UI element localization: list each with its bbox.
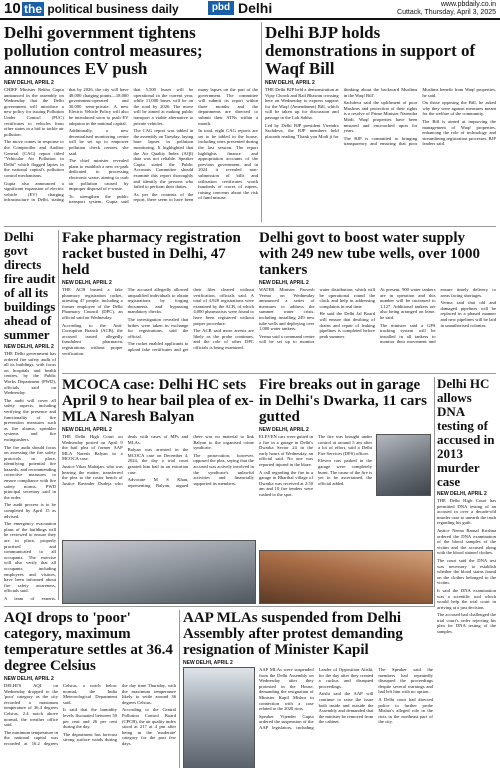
column-divider — [261, 22, 262, 222]
paragraph: The ACB said more arrests are likely as the probe continues, and the role of other DPC officials is being examined. — [193, 328, 254, 350]
story-dateline: NEW DELHI, APRIL 2 — [265, 80, 315, 86]
story-aap-mlas — [183, 610, 433, 768]
paragraph: The prosecution, however, opposed the plea, saying that the accused was actively involved in the syndicate's unlawful activities and financially supported its members. — [193, 452, 254, 486]
paragraph: THE Delhi government has ordered fire safety audit of all its buildings, with focus on hospitals and health centres, by the Public Works Department (PWD), officials said on Wednesday. — [4, 351, 56, 396]
story-dateline: NEW DELHI, APRIL 2 — [4, 344, 54, 350]
story-headline[interactable]: Delhi govt to boost water supply with 249 new tube wells, over 1000 tankers — [259, 230, 480, 278]
story-dateline: NEW DELHI, APRIL 2 — [62, 427, 112, 433]
masthead-info — [397, 1, 496, 17]
row-divider — [62, 373, 496, 374]
paragraph: WATER Minister Parvesh Verma on Wednesday announced a series of measures to address the summer water crisis, including installing 249 new tube wells and deploying over 1,000 water tankers. — [259, 287, 315, 332]
story-dateline: NEW DELHI, APRIL 2 — [62, 280, 112, 286]
brand-name — [22, 2, 179, 16]
story-headline[interactable]: Delhi government tightens pollution control measures; announces EV push — [4, 24, 203, 78]
story-body — [265, 87, 496, 147]
paragraph: The move comes in response to the Comptroller and Auditor General (CAG) report titled "Vehicular Air Pollution in Delhi" which flagged lapses in the national capital's pollution control mechanisms. — [4, 139, 64, 178]
site-url: www.pbdaily.co.in — [440, 1, 496, 8]
paragraph: Sachdeva said the upliftment of poor Muslims and protection of their rights is a resolve of Prime Minister Narendra Modi. Waqf properties have been misused and encroached upon for years. — [343, 100, 418, 134]
paragraph: As per the contents of the report, there seem to have been many lapses on the part of the government. The committee will submit its report within three months and the departments are directed to submit their ATNs within a month. — [133, 87, 258, 203]
paragraph: In total, eight CAG reports are set to be tabled in the house, including ones presented during the last session. The report highlights finance and appropriation accounts of the previous government, and in 2024 it revealed non-submission of bills and utilisation certificates worth hundreds of crores of rupees, raising concerns about the risk of fund misuse. — [198, 128, 258, 201]
paragraph: It said that the humidity levels fluctuated between 50 per cent and 26 per cent during the day. — [63, 707, 117, 730]
paragraph: The audit process is to be completed by April 15 as advised. — [4, 502, 56, 519]
story-dateline: NEW DELHI, APRIL 2 — [259, 427, 309, 433]
paragraph: ELEVEN cars were gutted in a fire in a garage in Delhi's Dwarka Sector 24 in the early hours of Wednesday, an official said. No one was reported injured in the blaze. — [259, 434, 313, 467]
paragraph: At present, 900 water tankers are in operation and this number will be increased to 1,127. Additional tankers are also being arranged on lease, he said. — [380, 287, 436, 320]
story-body — [259, 667, 433, 768]
page-number: 10 — [4, 0, 21, 17]
story-headline[interactable]: Fire breaks out in garage in Delhi's Dwarka, 11 cars gutted — [259, 377, 427, 425]
paragraph: A call regarding the fire in a garage in Bharthal village of Dwarka was received at 2:50 am and 10 fire tenders were rushed to the spot. — [259, 469, 313, 497]
paragraph: According to the Central Pollution Control Board (CPCB), the air quality index stood at 217 at 4 pm after being in the 'moderate' category for the past few days. — [122, 707, 176, 746]
story-body — [437, 498, 496, 635]
story-headline[interactable]: AQI drops to 'poor' category, maximum temperature settles at 36.4 degree Celsius — [4, 610, 173, 674]
paragraph: On those opposing the Bill, he asked why they were against measures meant for the welfare of the community. — [422, 100, 496, 117]
story-body — [4, 351, 56, 600]
paragraph: According to the Anti-Corruption Branch (ACB), the accused issued allegedly fraudulent pharmacist registrations without proper verification. — [62, 322, 123, 356]
paragraph: The fire audit should focus on assessing the fire safety protocols in place, identifying potential fire hazards, and recommending corrective measures to ensure compliance with fire safety norms, PWD principal secretary said in the order. — [4, 444, 56, 500]
story-headline[interactable]: Fake pharmacy registration racket busted in Delhi, 47 held — [62, 230, 241, 278]
paragraph: A Delhi court had directed police to further probe Mishra's alleged role in the riots in the northeast part of the city. — [378, 696, 433, 725]
paragraph: The emergency evacuation plans of the buildings will be reviewed to ensure they are in place, properly practised and communicated to all occupants. The exercise will also verify that all occupants, including employees and visitors, have been informed about fire safety awareness, officials said. — [4, 521, 56, 594]
paragraph: The minister said a GPS tracking system will be installed in all tankers to monitor their movement and ensure timely delivery to areas facing shortages. — [380, 287, 496, 345]
paragraph: A team of experts, — [4, 595, 56, 600]
paragraph: CHIEF Minister Rekha Gupta announced in the assembly on Wednesday that the Delhi government will introduce a new policy for issuing Pollution Under Control (PUC) certificates to vehicles from other states in a bid to tackle air pollution. — [4, 87, 64, 137]
paragraph: AAP MLAs were suspended from the Delhi Assembly on Wednesday after they protested in the House, demanding the resignation of Minister Kapil Mishra in connection with a case related to the 2020 riots. — [259, 667, 314, 712]
paragraph: Justice Neena Bansal Krishna ordered the DNA examination of the blood samples of the victim and the accused along with the blood stained clothes. — [437, 527, 496, 556]
story-water-supply — [259, 230, 496, 370]
column-divider — [179, 610, 180, 768]
photo-column — [376, 434, 431, 498]
paragraph: THE ACB busted a fake pharmacy registration racket, arresting 47 people, including a former employee of the Delhi Pharmacy Council (DPC), an official said on Wednesday. — [62, 287, 123, 320]
paragraph: Gupta also announced a significant expansion of electric vehicle (EV) charging infrastructure in Delhi, stating that by 2026, the city will have 48,000 charging points—18,000 government-operated and 30,000 semi-private. A new Electric Vehicle Policy will also be introduced soon to push EV adoption in the national capital. — [4, 87, 129, 203]
paragraph: Led by Delhi BJP president Virendra Sachdeva, the BJP members held placards reading 'Thank you Modi ji for thinking about the backward Muslims in the Waqf Bill'. — [265, 87, 418, 139]
story-body — [4, 683, 176, 747]
paragraph: The Speaker said the members had repeatedly disrupted the proceedings despite several warnings and had left him with no option. — [378, 667, 433, 695]
paragraph: THE Delhi High Court has permitted DNA testing of an accused in over a decade-old murder case to unearth the truth regarding his guilt. — [437, 498, 496, 526]
paragraph: It said the DNA examination was a scientific tool which would help the trial court in arriving at a just decision. — [437, 587, 496, 610]
story-waqf — [265, 24, 496, 228]
page-header — [0, 0, 500, 20]
paragraph: To strengthen the public transport system, Gupta said that 5,500 buses will be operational in the current year, while 11,000 buses will be on the road by 2026. The move will be aimed at making public transport a viable alternative to private vehicles. — [68, 87, 194, 205]
section-title: Delhi — [238, 0, 273, 16]
paragraph: The racket enabled applicants to upload fake certificates and get their files cleared without verification, officials said. A total of 4,928 registrations were examined by the ACB, of which 4,000 pharmacists were found to have been registered without proper procedure. — [127, 287, 254, 352]
row-divider — [4, 606, 434, 607]
paragraph: The audit will cover all safety aspects, including verifying the presence and functionality of fire prevention measures such as fire alarms, sprinkler systems and fire extinguishers. — [4, 397, 56, 442]
paragraph: Balyan was arrested in the MCOCA case on December 4, 2024, the day a trial court granted him bail in an extortion case. — [127, 447, 189, 475]
story-dateline: NEW DELHI, APRIL 2 — [437, 491, 487, 497]
paragraph: Justice Vikas Mahajan, who was hearing the matter, transferred the plea to the roster bench of Justice Ravinder Dudeja who deals with cases of MPs and MLAs. — [62, 434, 189, 486]
paragraph: The fire was brought under control at around 5 am after a lot of effort, said a Delhi Fire Services (DFS) officer. — [318, 434, 372, 456]
story-garage-fire — [259, 377, 431, 547]
story-body — [62, 434, 254, 488]
news-photo — [183, 667, 255, 768]
paragraph: Atishi said the AAP will continue to raise the issue both inside and outside the Assembly and demanded that the minister be removed from the cabinet. — [318, 691, 374, 725]
story-body — [259, 287, 496, 345]
brand-prefix: the — [24, 2, 42, 16]
paragraph: The court said the DNA test was necessary to establish whether the blood stains found on the clothes belonged to the victim. — [437, 557, 496, 586]
dateline: Cuttack, Thursday, April 3, 2025 — [397, 9, 496, 16]
paragraph: The Bill is aimed at improving the management of Waqf properties, enhancing the role of technology and streamlining registration processes, BJP leaders said. — [422, 118, 496, 147]
story-body — [259, 434, 372, 498]
paragraph: Additionally, a new decentralised monitoring centre will be set up to empower pollution check centres, she said. — [68, 128, 129, 156]
story-content — [183, 667, 433, 768]
paragraph: The accused allegedly allowed unqualified individuals to obtain registrations by forging documents and bypassing mandatory checks. — [127, 287, 189, 315]
row-divider — [4, 226, 496, 227]
paragraph: The accused had challenged the trial court's order rejecting his plea for DNA testing of the samples. — [437, 612, 496, 635]
story-body — [4, 87, 258, 205]
paragraph: The BJP is committed to bringing transparency and ensuring that poor Muslims benefit from Waqf properties, he said. — [343, 87, 496, 147]
story-fire-audit — [4, 230, 56, 600]
story-dateline: NEW DELHI, APRIL 2 — [259, 280, 309, 286]
story-pharmacy-racket — [62, 230, 254, 370]
story-headline[interactable]: MCOCA case: Delhi HC sets April 9 to hear bail plea of ex-MLA Naresh Balyan — [62, 377, 254, 425]
paragraph: Advocate M S Khan, representing Balyan, argued there was no material to link Balyan to the organised crime syndicate. — [127, 434, 254, 488]
story-body — [62, 287, 254, 356]
story-dateline: NEW DELHI, APRIL 2 — [4, 676, 54, 682]
story-dateline: NEW DELHI, APRIL 2 — [4, 80, 54, 86]
paragraph: THE Delhi BJP held a demonstration at Vijay Chowk and Rail Bhawan crossing here on Wednesday to express support for the Waqf (Amendment) Bill, which will be taken up for discussion and passage in the Lok Sabha. — [265, 87, 339, 120]
column-divider — [58, 230, 59, 600]
column-divider — [434, 377, 435, 607]
brand-title: political business daily — [47, 2, 179, 16]
story-mcoca — [62, 377, 254, 537]
paragraph: The investigation revealed that bribes were taken in exchange for registrations, said the official. — [127, 316, 189, 339]
story-headline[interactable]: Delhi HC allows DNA testing of accused in 2013 murder case — [437, 377, 495, 489]
story-headline[interactable]: Delhi govt directs fire audit of all its buildings ahead of summer — [4, 230, 56, 342]
paragraph: He said the Delhi Jal Board will ensure that desilting of drains and repair of leaking pipelines is completed before peak summer. — [319, 311, 375, 339]
paragraph: Verma said a command centre will be set up to monitor water distribution, which will be operational round the clock and help in addressing complaints in real time. — [259, 287, 375, 345]
news-photo — [376, 434, 431, 496]
story-content — [259, 434, 431, 498]
logo: pbd — [208, 1, 234, 15]
story-headline[interactable]: AAP MLAs suspended from Delhi Assembly after protest demanding resignation of Minister Kapil — [183, 610, 403, 658]
paragraph: DELHI'S AQI on Wednesday dropped to the 'poor' category as the city recorded a maximum temperature of 36.4 degrees Celsius, 2.4 notch above normal, the weather office said. — [4, 683, 58, 728]
paragraph: The chief minister revealed plans to establish a new ex-park dedicated to processing electronic waste, aiming to curb air pollution caused by improper disposal of e-waste. — [68, 158, 129, 192]
news-photo — [259, 550, 433, 604]
paragraph: The department has forecast strong surface winds during the day time Thursday, with the maximum temperature likely to settle around 36 degrees Celsius. — [63, 683, 176, 743]
paragraph: The minimum temperature in the national capital was recorded at 16.2 degrees Celsius, a notch below normal, the India Meteorological Department said. — [4, 683, 117, 746]
story-aqi — [4, 610, 176, 768]
news-photo — [62, 540, 256, 604]
paragraph: The CAG report was tabled in the assembly on Tuesday, laying bare lapses in pollution monitoring. It highlighted that the Air Quality Index (AQI) data was not reliable. Speaker Gupta stated the Public Accounts Committee should examine this report thoroughly and identify the persons who failed to perform their duties. — [133, 128, 194, 190]
paragraph: Verma said that old and damaged pipelines will be replaced in a phased manner and new pipelines will be laid in unauthorised colonies. — [440, 300, 496, 328]
story-pollution — [4, 24, 258, 210]
paragraph: Speaker Vijender Gupta ordered the suspension of the AAP legislators, including Leader of Opposition Atishi, for the day after they created a ruckus and disrupted proceedings. — [259, 667, 374, 730]
story-dna-testing — [437, 377, 496, 762]
paragraph: Eleven cars parked in the garage were completely burnt. The cause of the fire is yet to be ascertained, the official added. — [318, 458, 372, 486]
paragraph: THE Delhi High Court on Wednesday posted on April 9 the bail plea of former AAP MLA Naresh Balyan in a MCOCA case. — [62, 434, 123, 462]
story-headline[interactable]: Delhi BJP holds demonstrations in support of Waqf Bill — [265, 24, 476, 78]
story-dateline: NEW DELHI, APRIL 2 — [183, 660, 233, 666]
